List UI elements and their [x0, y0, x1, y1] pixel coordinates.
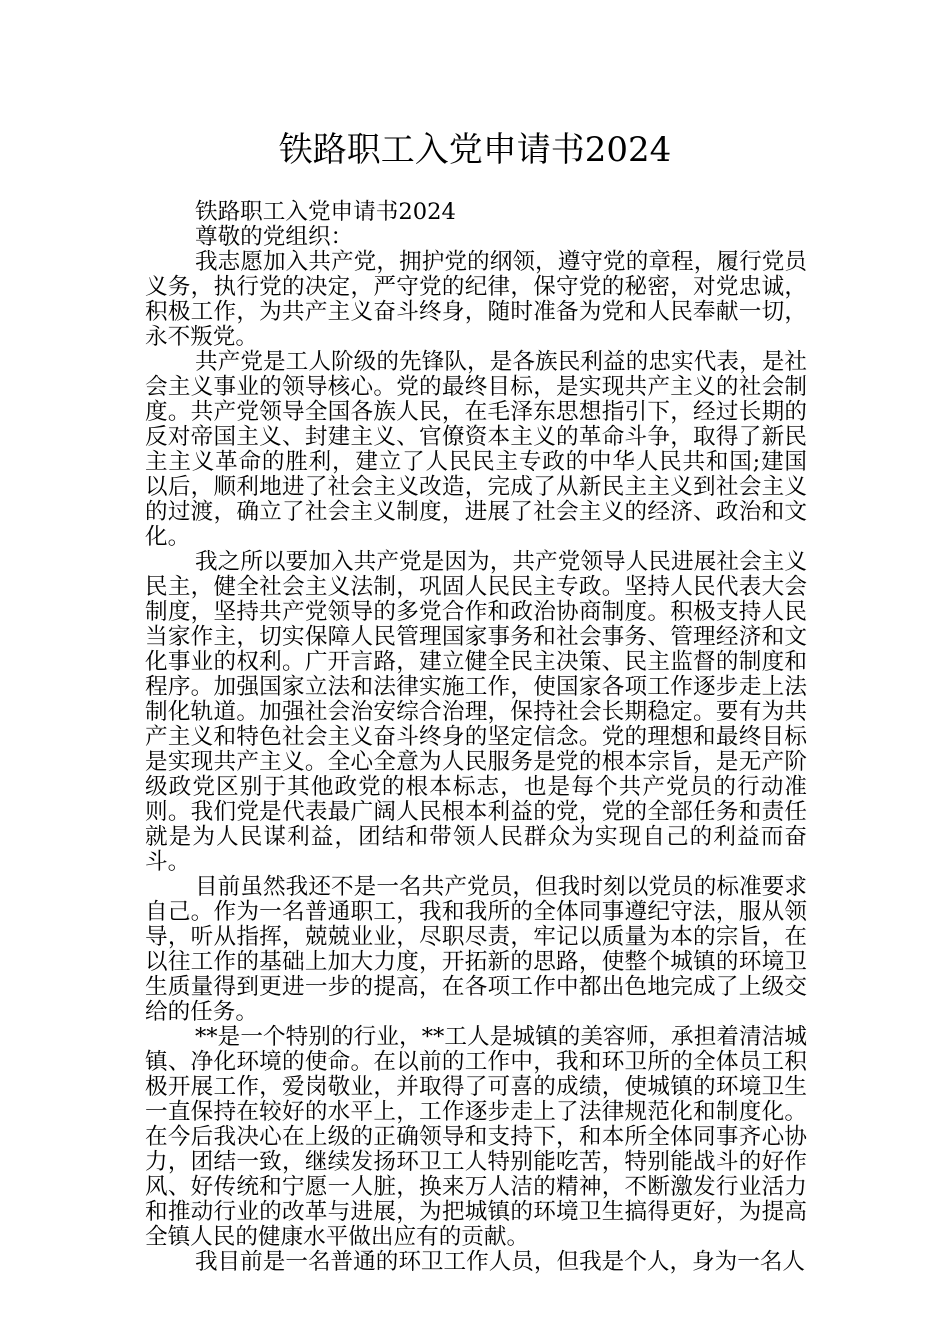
document-body: [145, 200, 807, 1275]
salutation: 尊敬的党组织：: [195, 224, 354, 250]
paragraph-5: **是一个特别的行业，**工人是城镇的美容师，承担着清洁城镇、净化环境的使命。在以前的工作中，我和环卫所的全体员工积极开展工作，爱岗敬业，并取得了可喜的成绩，使城镇的环境卫生一直保持在较好的水平上，工作逐步走上了法律规范化和制度化。在今后我决心在上级的正确领导和支持下，和本所全体同事齐心协力，团结一致，继续发扬环卫工人特别能吃苦，特别能战斗的好作风、好传统和宁愿一人脏，换来万人洁的精神，不断激发行业活力和推动行业的改革与进展，为把城镇的环境卫生搞得更好，为提高全镇人民的健康水平做出应有的贡献。: [145, 1024, 807, 1250]
paragraph-3: 我之所以要加入共产党是因为，共产党领导人民进展社会主义民主，健全社会主义法制，巩固人民民主专政。坚持人民代表大会制度，坚持共产党领导的多党合作和政治协商制度。积极支持人民当家作主，切实保障人民管理国家事务和社会事务、管理经济和文化事业的权利。广开言路，建立健全民主决策、民主监督的制度和程序。加强国家立法和法律实施工作，使国家各项工作逐步走上法制化轨道。加强社会治安综合治理，保持社会长期稳定。要有为共产主义和特色社会主义奋斗终身的坚定信念。党的理想和最终目标是实现共产主义。全心全意为人民服务是党的根本宗旨，是无产阶级政党区别于其他政党的根本标志，也是每个共产党员的行动准则。我们党是代表最广阔人民根本利益的党，党的全部任务和责任就是为人民谋利益，团结和带领人民群众为实现自己的利益而奋斗。: [145, 549, 807, 875]
body-heading-line: 铁路职工入党申请书2024: [195, 199, 456, 225]
document-title: 铁路职工入党申请书2024: [278, 130, 672, 170]
paragraph-4: 目前虽然我还不是一名共产党员，但我时刻以党员的标准要求自己。作为一名普通职工，我和我所的全体同事遵纪守法，服从领导，听从指挥，兢兢业业，尽职尽责，牢记以质量为本的宗旨，在以往工作的基础上加大力度，开拓新的思路，使整个城镇的环境卫生质量得到更进一步的提高，在各项工作中都出色地完成了上级交给的任务。: [145, 874, 807, 1025]
paragraph-2: 共产党是工人阶级的先锋队，是各族民利益的忠实代表，是社会主义事业的领导核心。党的最终目标，是实现共产主义的社会制度。共产党领导全国各族人民，在毛泽东思想指引下，经过长期的反对帝国主义、封建主义、官僚资本主义的革命斗争，取得了新民主主义革命的胜利，建立了人民民主专政的中华人民共和国;建国以后，顺利地进了社会主义改造，完成了从新民主主义到社会主义的过渡，确立了社会主义制度，进展了社会主义的经济、政治和文化。: [145, 349, 807, 550]
paragraph-1: 我志愿加入共产党，拥护党的纲领，遵守党的章程，履行党员义务，执行党的决定，严守党的纪律，保守党的秘密，对党忠诚，积极工作，为共产主义奋斗终身，随时准备为党和人民奉献一切，永不叛党。: [145, 249, 807, 350]
paragraph-6: 我目前是一名普通的环卫工作人员，但我是个人，身为一名人: [195, 1249, 806, 1275]
